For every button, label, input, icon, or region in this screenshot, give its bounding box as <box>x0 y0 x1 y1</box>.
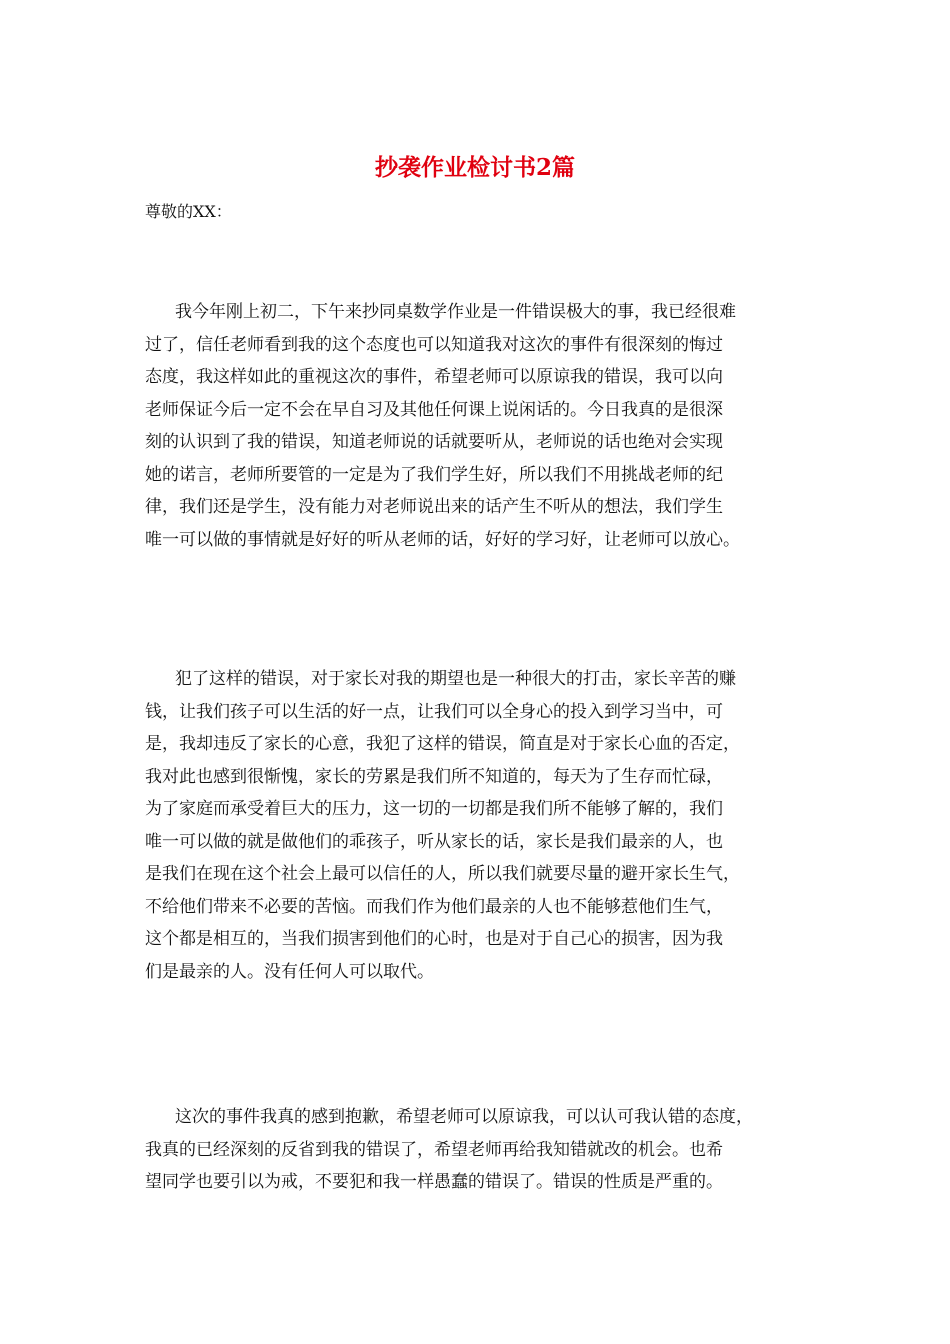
paragraph-line: 老师保证今后一定不会在早自习及其他任何课上说闲话的。今日我真的是很深 <box>145 399 723 420</box>
paragraph-line: 不给他们带来不必要的苦恼。而我们作为他们最亲的人也不能够惹他们生气， <box>145 896 723 917</box>
paragraph-2 <box>145 663 825 988</box>
paragraph-3 <box>145 1101 825 1199</box>
paragraph-line: 刻的认识到了我的错误，知道老师说的话就要听从，老师说的话也绝对会实现 <box>145 432 723 452</box>
paragraph-line: 她的诺言，老师所要管的一定是为了我们学生好，所以我们不用挑战老师的纪 <box>145 464 723 485</box>
paragraph-line: 我真的已经深刻的反省到我的错误了，希望老师再给我知错就改的机会。也希 <box>145 1139 723 1160</box>
paragraph-line: 过了，信任老师看到我的这个态度也可以知道我对这次的事件有很深刻的悔过 <box>145 334 723 355</box>
paragraph-line: 唯一可以做的就是做他们的乖孩子，听从家长的话，家长是我们最亲的人，也 <box>145 831 723 852</box>
paragraph-1 <box>145 296 825 556</box>
paragraph-line: 们是最亲的人。没有任何人可以取代。 <box>145 961 434 982</box>
paragraph-line: 是，我却违反了家长的心意，我犯了这样的错误，简直是对于家长心血的否定， <box>145 734 740 754</box>
paragraph-line: 态度，我这样如此的重视这次的事件，希望老师可以原谅我的错误，我可以向 <box>145 367 723 387</box>
paragraph-line: 是我们在现在这个社会上最可以信任的人，所以我们就要尽量的避开家长生气， <box>145 864 740 884</box>
paragraph-line: 犯了这样的错误，对于家长对我的期望也是一种很大的打击，家长辛苦的赚 <box>175 669 736 689</box>
paragraph-line: 这个都是相互的，当我们损害到他们的心时，也是对于自己心的损害，因为我 <box>145 929 723 949</box>
paragraph-line: 我今年刚上初二，下午来抄同桌数学作业是一件错误极大的事，我已经很难 <box>175 302 736 322</box>
paragraph-line: 钱，让我们孩子可以生活的好一点，让我们可以全身心的投入到学习当中，可 <box>145 701 723 722</box>
paragraph-line: 唯一可以做的事情就是好好的听从老师的话，好好的学习好，让老师可以放心。 <box>145 529 740 550</box>
salutation: 尊敬的XX： <box>145 202 232 221</box>
paragraph-line: 律，我们还是学生，没有能力对老师说出来的话产生不听从的想法，我们学生 <box>145 497 723 517</box>
paragraph-line: 这次的事件我真的感到抱歉，希望老师可以原谅我，可以认可我认错的态度， <box>175 1107 753 1127</box>
document-title: 抄袭作业检讨书2篇 <box>374 154 575 181</box>
paragraph-line: 为了家庭而承受着巨大的压力，这一切的一切都是我们所不能够了解的，我们 <box>145 799 723 819</box>
paragraph-line: 望同学也要引以为戒，不要犯和我一样愚蠢的错误了。错误的性质是严重的。 <box>145 1172 723 1192</box>
paragraph-line: 我对此也感到很惭愧，家长的劳累是我们所不知道的，每天为了生存而忙碌， <box>145 766 723 787</box>
